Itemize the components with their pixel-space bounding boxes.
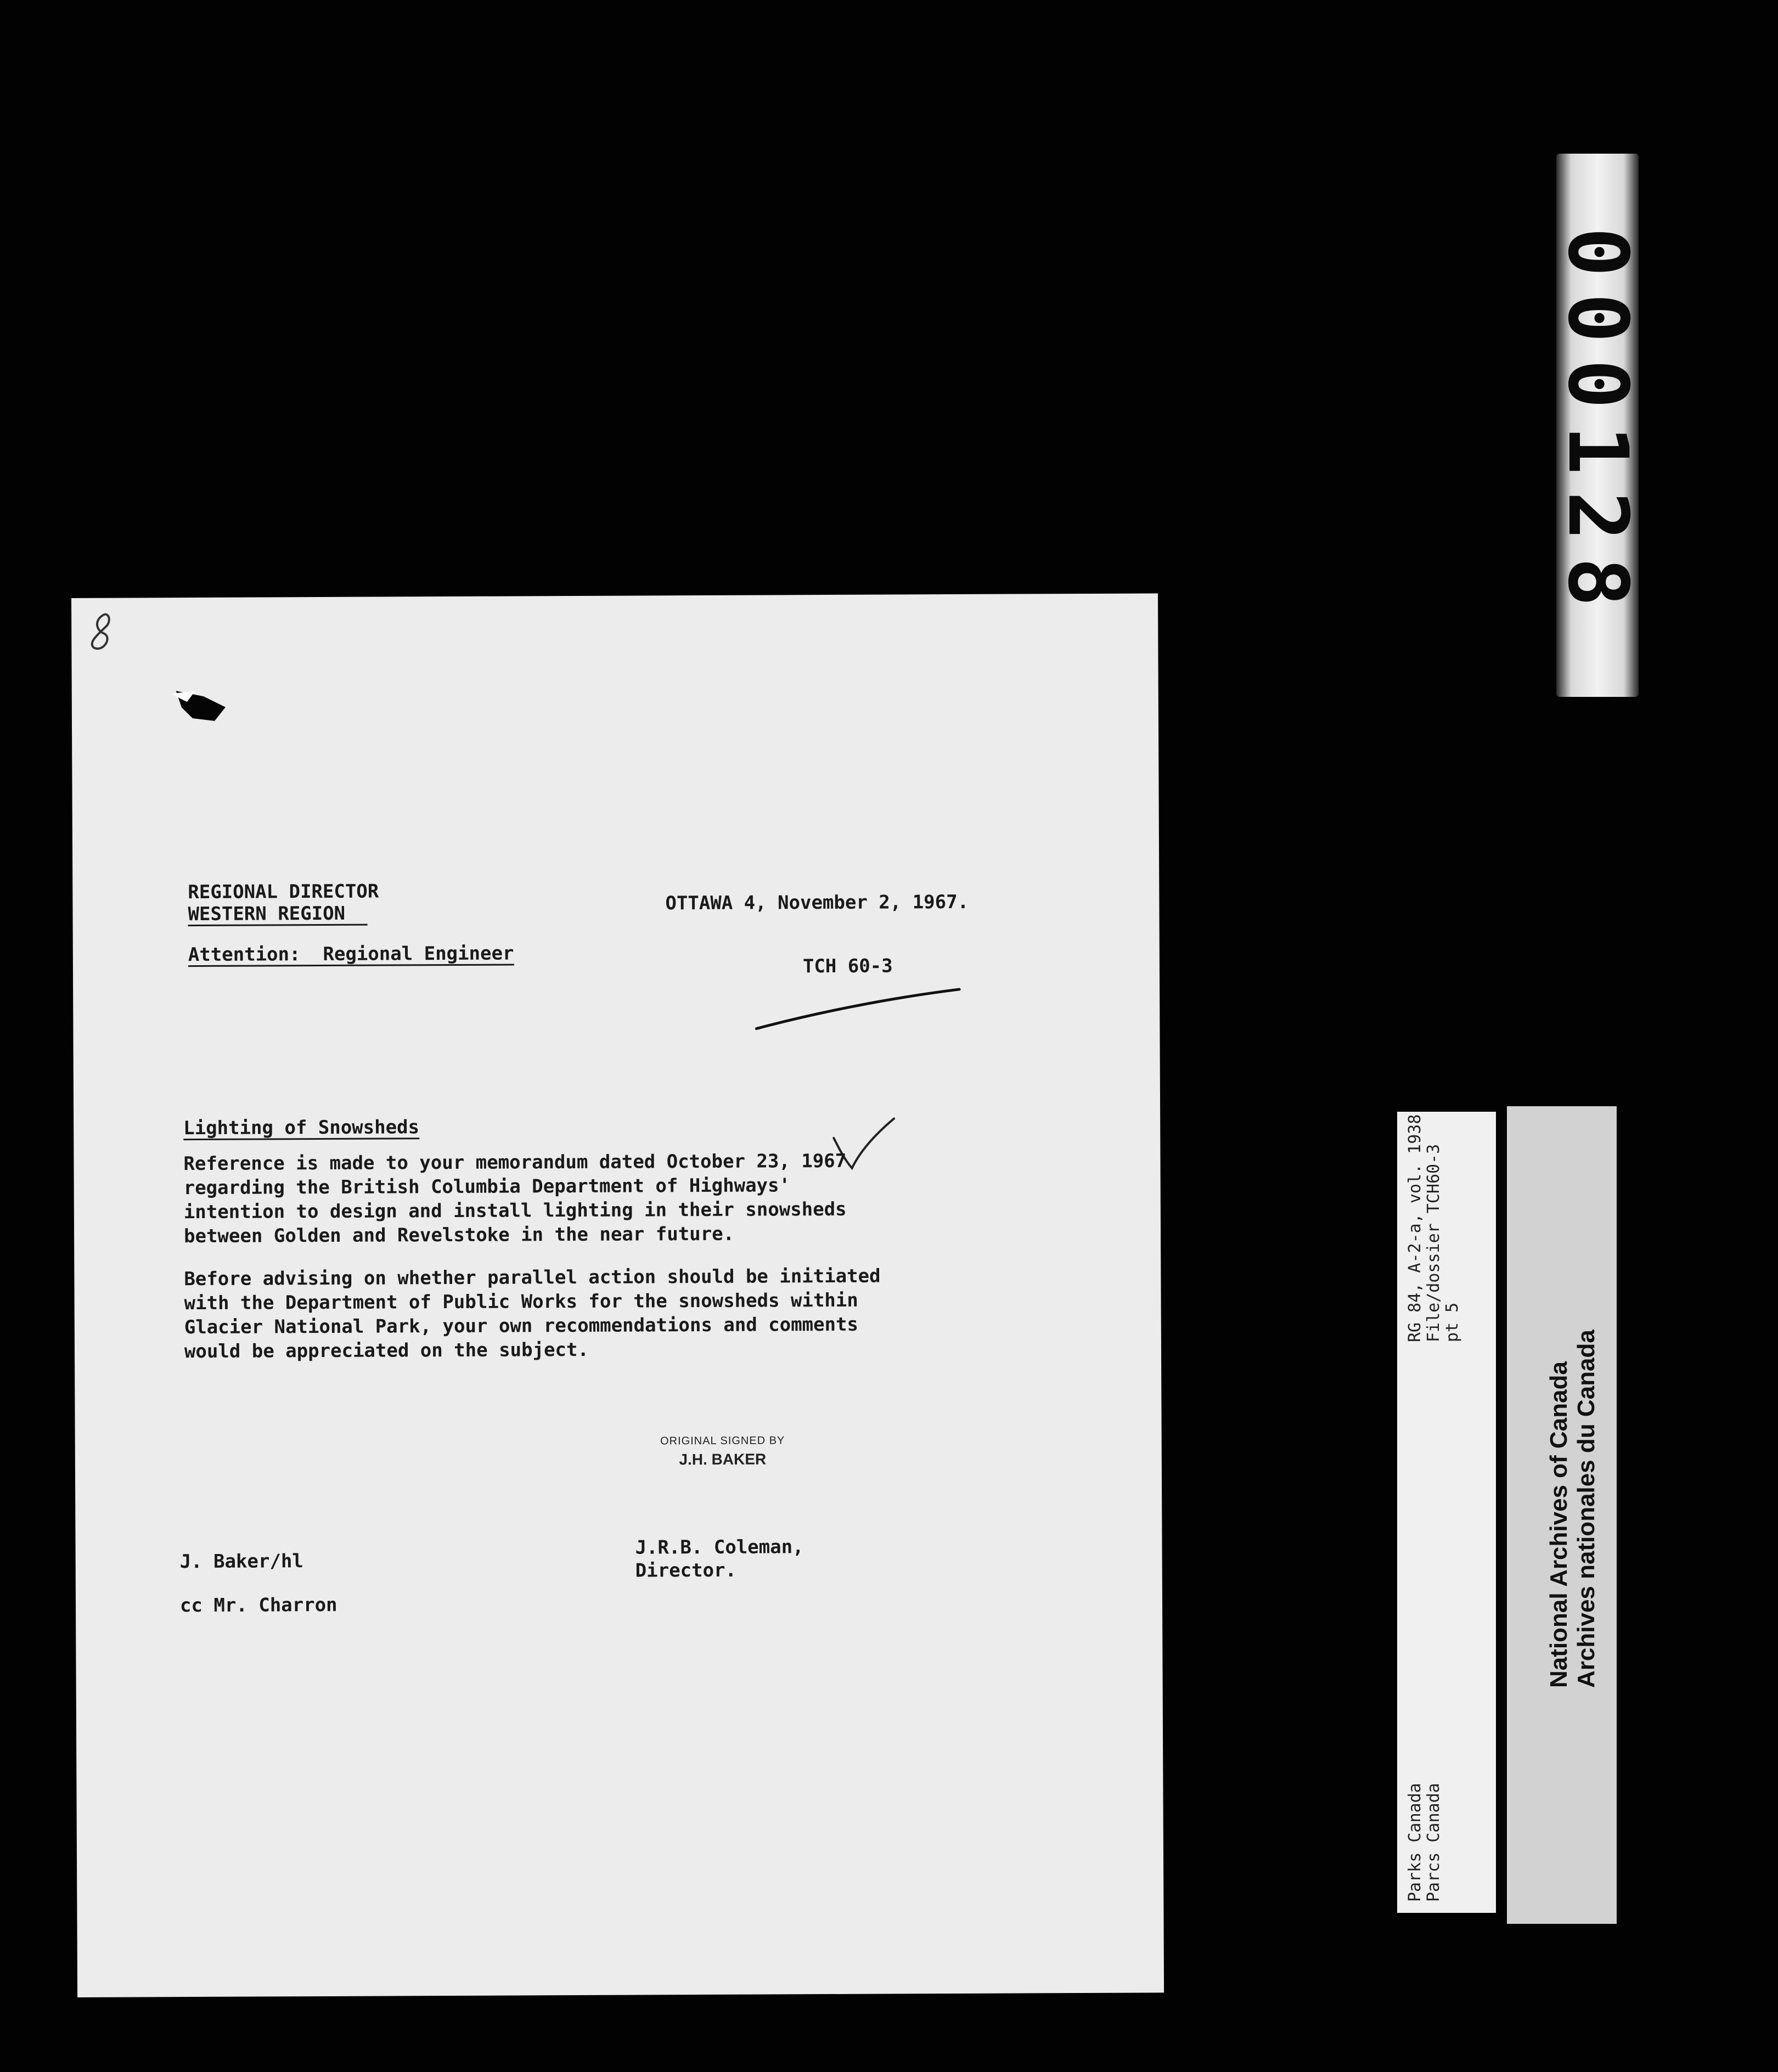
archive-ref-line2: File/dossier TCH60-3	[1424, 1144, 1443, 1342]
place-date: OTTAWA 4, November 2, 1967.	[665, 891, 969, 915]
archives-name	[1545, 1330, 1600, 1688]
frame-number-strip	[1550, 154, 1645, 697]
cc-line: cc Mr. Charron	[179, 1594, 337, 1617]
agency-name-en: Parks Canada	[1405, 1783, 1425, 1902]
stamp-name: J.H. BAKER	[679, 1450, 767, 1468]
typist-initials: J. Baker/hl	[179, 1550, 303, 1573]
addressee-line1: REGIONAL DIRECTOR	[188, 880, 379, 904]
signatory-title: Director.	[635, 1559, 737, 1582]
paragraph-2-line: would be appreciated on the subject.	[184, 1338, 589, 1363]
frame-number: 000128	[1550, 227, 1645, 623]
paragraph-1-line: intention to design and install lighting in their snowsheds	[183, 1198, 847, 1224]
memo-page	[71, 593, 1164, 1997]
addressee-line2: WESTERN REGION	[188, 904, 367, 926]
agency-name	[1406, 1783, 1443, 1902]
archive-reference	[1406, 1114, 1462, 1342]
paragraph-2-line: Glacier National Park, your own recommendations and comments	[184, 1313, 859, 1339]
punch-hole-icon	[171, 680, 231, 724]
archive-reference-label	[1397, 1112, 1496, 1913]
attention-line: Attention: Regional Engineer	[188, 942, 514, 966]
paragraph-1-line: between Golden and Revelstoke in the near future.	[183, 1223, 735, 1248]
signature-stamp	[629, 1434, 816, 1468]
archive-ref-line1: RG 84, A-2-a, vol. 1938	[1405, 1114, 1425, 1342]
paragraph-1-line: Reference is made to your memorandum dated October 23, 1967	[183, 1150, 847, 1175]
stamp-caption: ORIGINAL SIGNED BY	[660, 1434, 785, 1448]
signatory-name: J.R.B. Coleman,	[635, 1536, 804, 1559]
handwritten-underline	[753, 973, 962, 1034]
handwritten-mark	[82, 609, 121, 658]
paragraph-2-line: with the Department of Public Works for the snowsheds within	[184, 1289, 858, 1315]
paragraph-2-line: Before advising on whether parallel action should be initiated	[184, 1265, 881, 1291]
subject-heading: Lighting of Snowsheds	[183, 1116, 420, 1140]
archives-institution-label	[1507, 1106, 1617, 1924]
file-reference: TCH 60-3	[802, 955, 893, 978]
archives-name-en: National Archives of Canada	[1545, 1361, 1572, 1688]
archive-ref-line3: pt 5	[1443, 1302, 1462, 1342]
archives-name-fr: Archives nationales du Canada	[1573, 1330, 1600, 1688]
agency-name-fr: Parcs Canada	[1424, 1783, 1443, 1902]
paragraph-1-line: regarding the British Columbia Department of Highways'	[183, 1174, 791, 1200]
